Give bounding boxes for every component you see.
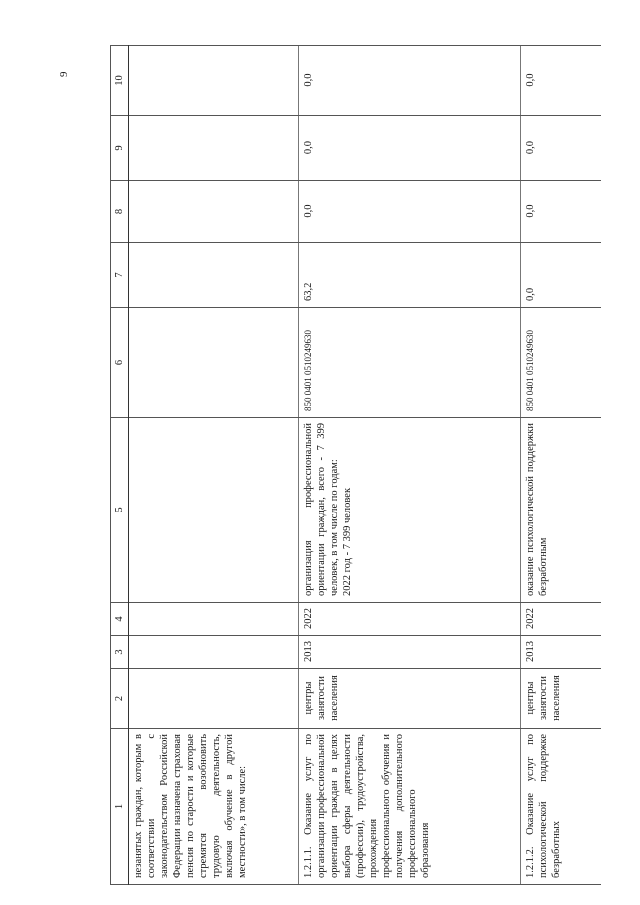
value-cell: 0,0 <box>521 243 601 308</box>
start-year-cell <box>129 636 299 669</box>
activity-description: незанятых граждан, которым в соответствии с законодательством Российской Федерации назначена страховая пенсия по старости и которые стремятся возобновить трудовую деятельность, включая обучение в другой местности», в том числе: <box>129 729 299 885</box>
column-number: 2 <box>111 669 129 729</box>
column-number: 9 <box>111 116 129 181</box>
value-cell: 63,2 <box>299 243 521 308</box>
column-number: 1 <box>111 729 129 885</box>
executor-cell: центры занятости населения <box>299 669 521 729</box>
end-year-cell: 2022 <box>521 603 601 636</box>
expected-result-cell <box>129 418 299 603</box>
value-cell: 0,0 <box>521 46 601 116</box>
budget-code-cell: 850 0401 0510249630 <box>521 308 601 418</box>
budget-code-cell <box>129 308 299 418</box>
column-number: 3 <box>111 636 129 669</box>
page-number: 9 <box>58 71 70 77</box>
value-cell <box>129 46 299 116</box>
value-cell <box>129 116 299 181</box>
expected-result-cell: оказание психологической поддержки безработным <box>521 418 601 603</box>
value-cell <box>129 243 299 308</box>
executor-cell: центры занятости населения <box>521 669 601 729</box>
value-cell: 0,0 <box>299 46 521 116</box>
column-number: 5 <box>111 418 129 603</box>
table-row <box>129 46 299 885</box>
value-cell: 0,0 <box>299 181 521 243</box>
activity-description: 1.2.1.2. Оказание услуг по психологической поддержке безработных <box>521 729 601 885</box>
value-cell <box>129 181 299 243</box>
value-cell: 0,0 <box>521 181 601 243</box>
start-year-cell: 2013 <box>299 636 521 669</box>
value-cell: 0,0 <box>299 116 521 181</box>
table-row <box>521 46 601 885</box>
activity-description: 1.2.1.1. Оказание услуг по организации профессиональной ориентации граждан в целях выбора сферы деятельности (профессии), трудоустройства, прохождения профессионального обучения и получения дополнительного профессионального образования <box>299 729 521 885</box>
value-cell: 0,0 <box>521 116 601 181</box>
column-number: 10 <box>111 46 129 116</box>
end-year-cell <box>129 603 299 636</box>
column-number: 7 <box>111 243 129 308</box>
expected-result-cell: организация профессиональной ориентации граждан, всего - 7 399 человек, в том числе по годам: 2022 год - 7 399 человек <box>299 418 521 603</box>
column-number: 6 <box>111 308 129 418</box>
column-number: 8 <box>111 181 129 243</box>
start-year-cell: 2013 <box>521 636 601 669</box>
table-row <box>299 46 521 885</box>
end-year-cell: 2022 <box>299 603 521 636</box>
column-number: 4 <box>111 603 129 636</box>
column-number-row <box>111 46 129 885</box>
budget-code-cell: 850 0401 0510249630 <box>299 308 521 418</box>
program-activities-table <box>110 45 601 885</box>
executor-cell <box>129 669 299 729</box>
